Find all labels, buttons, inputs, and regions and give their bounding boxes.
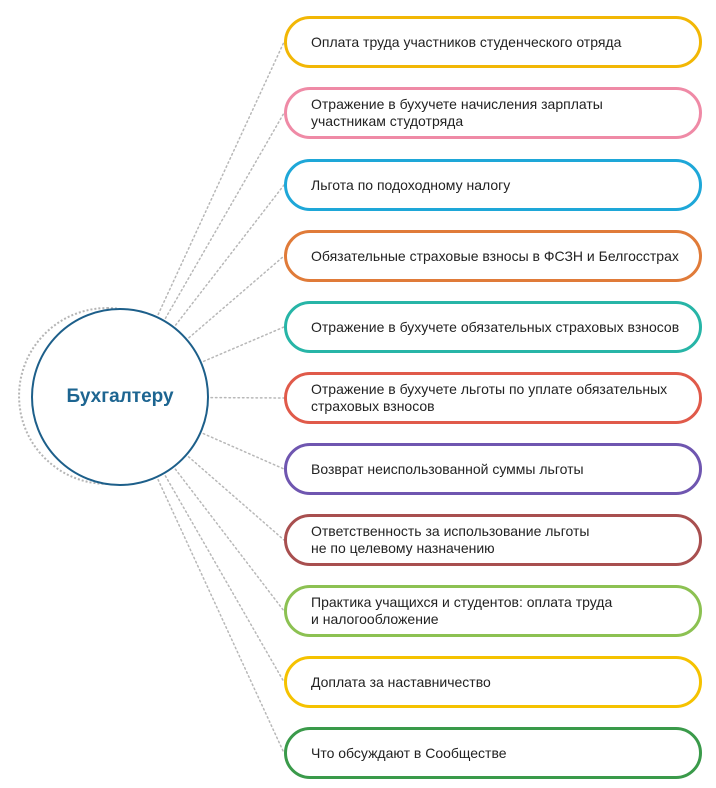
- topic-item[interactable]: [284, 230, 702, 282]
- connector-line: [189, 256, 284, 338]
- hub-circle: [31, 308, 209, 486]
- topic-item[interactable]: [284, 159, 702, 211]
- topic-item[interactable]: [284, 656, 702, 708]
- topic-item[interactable]: [284, 727, 702, 779]
- topic-item[interactable]: [284, 514, 702, 566]
- connector-line: [166, 113, 285, 318]
- hub-label: Бухгалтеру: [66, 386, 174, 407]
- connector-line: [158, 480, 284, 753]
- topic-item[interactable]: [284, 16, 702, 68]
- connector-line: [189, 457, 284, 540]
- topic-item-label: Возврат неиспользованной суммы льготы: [311, 460, 584, 477]
- topic-item-label: Оплата труда участников студенческого отряда: [311, 33, 622, 50]
- connector-line: [176, 185, 284, 325]
- topic-item-label: Отражение в бухучете начисления зарплаты участникам студотряда: [311, 96, 603, 129]
- topic-item-label: Ответственность за использование льготы не по целевому назначению: [311, 523, 590, 556]
- topic-item-label: Отражение в бухучете обязательных страховых взносов: [311, 318, 680, 335]
- connector-line: [175, 469, 284, 611]
- topic-item[interactable]: [284, 585, 702, 637]
- topic-item[interactable]: [284, 372, 702, 424]
- topic-item[interactable]: [284, 87, 702, 139]
- topic-item-label: Что обсуждают в Сообществе: [311, 744, 507, 761]
- topic-item-label: Практика учащихся и студентов: оплата труда и налогообложение: [311, 594, 613, 627]
- topic-item-label: Обязательные страховые взносы в ФСЗН и Белгосстрах: [311, 247, 679, 264]
- connector-line: [203, 434, 284, 469]
- connector-line: [158, 42, 284, 314]
- topic-item-label: Льгота по подоходному налогу: [311, 176, 511, 193]
- topic-item[interactable]: [284, 443, 702, 495]
- connector-line: [165, 476, 284, 682]
- topic-item-label: Доплата за наставничество: [311, 673, 491, 690]
- connector-line: [204, 327, 284, 361]
- topic-item-label: Отражение в бухучете льготы по уплате обязательных страховых взносов: [311, 381, 668, 414]
- topic-item[interactable]: [284, 301, 702, 353]
